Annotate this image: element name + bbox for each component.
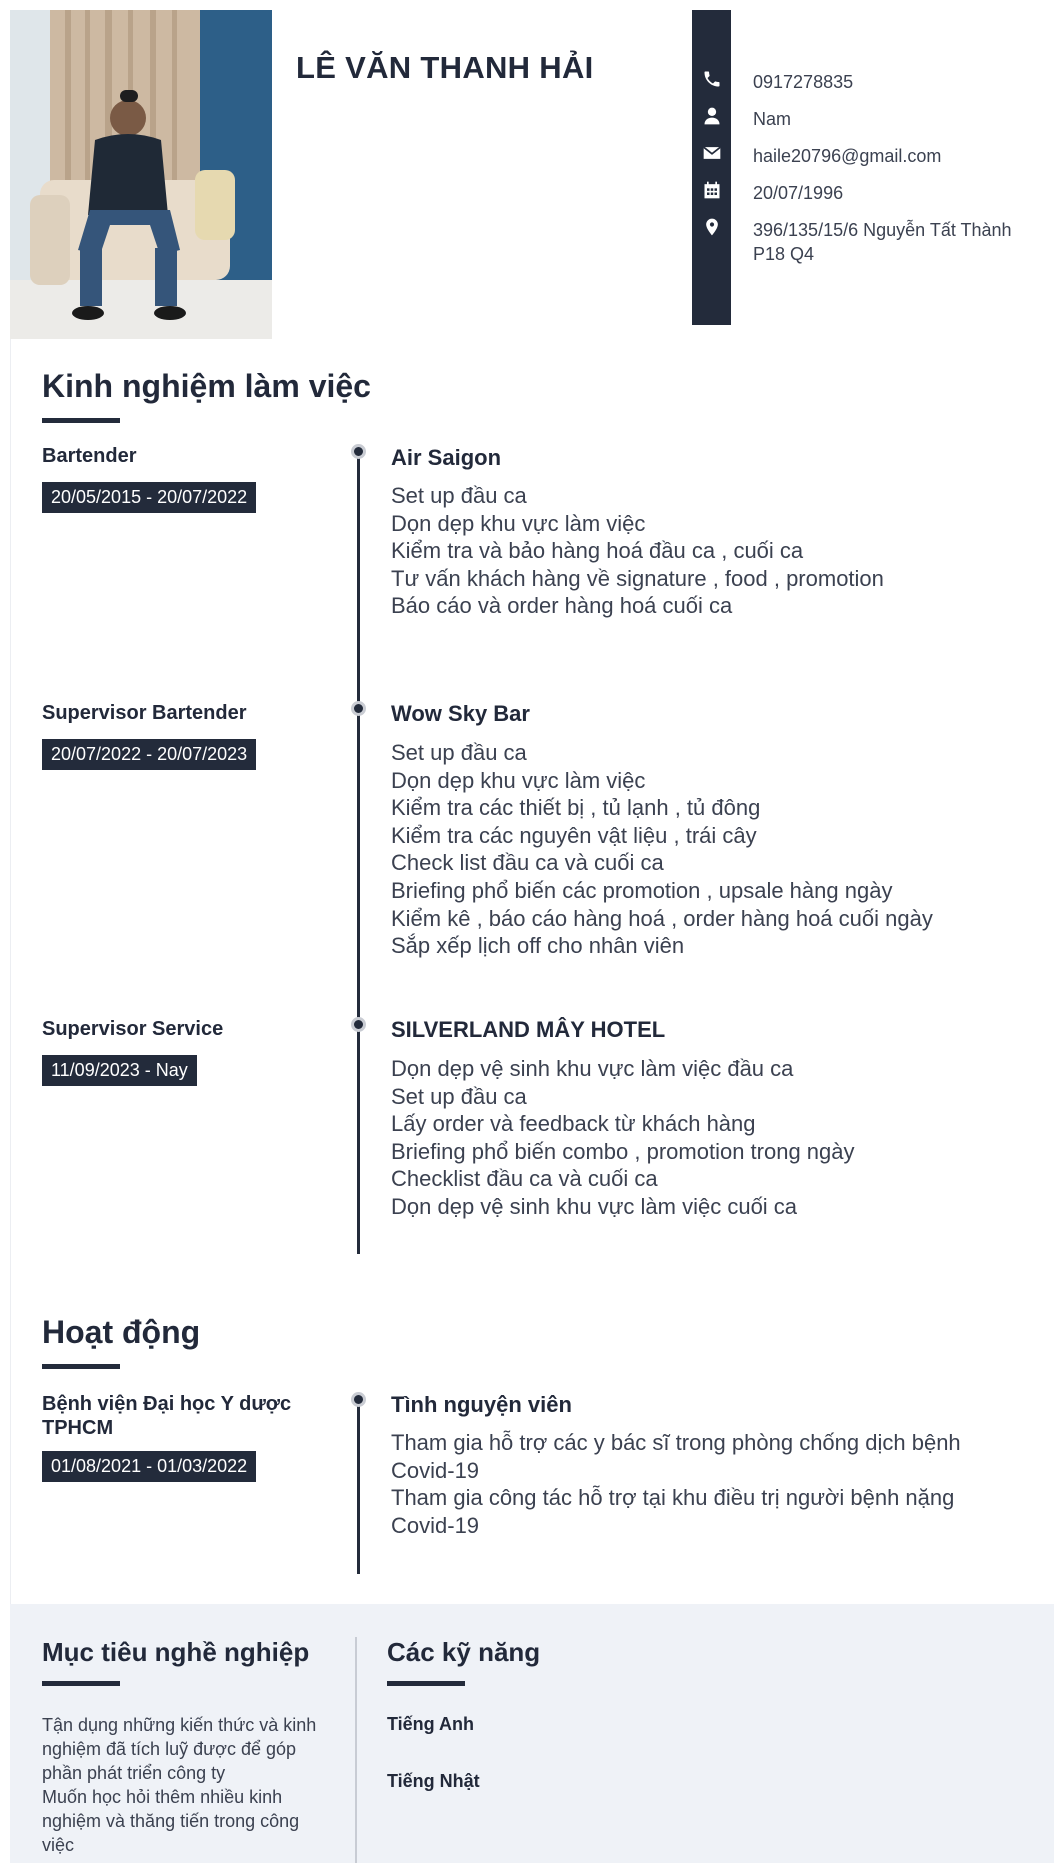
activity-role: Tình nguyện viên <box>391 1392 572 1417</box>
duty-item: Kiểm tra các nguyên vật liệu , trái cây <box>391 822 757 848</box>
company-name: SILVERLAND MÂY HOTEL <box>391 1017 666 1042</box>
timeline-dot <box>351 1017 366 1032</box>
skill-item: Tiếng Nhật <box>387 1771 480 1791</box>
activity-details <box>391 1429 991 1539</box>
activities-timeline <box>357 1400 360 1574</box>
section-underline <box>42 1681 120 1686</box>
company-name: Air Saigon <box>391 445 502 470</box>
section-underline <box>42 1364 120 1369</box>
duty-item: Dọn dẹp khu vực làm việc <box>391 767 646 793</box>
map-marker-icon <box>701 216 723 238</box>
contact-phone: 0917278835 <box>753 72 854 92</box>
envelope-icon <box>701 142 723 164</box>
calendar-icon <box>701 179 723 201</box>
profile-photo <box>10 10 272 339</box>
duty-item: Dọn dẹp vệ sinh khu vực làm việc cuối ca <box>391 1193 798 1219</box>
experience-timeline <box>357 450 360 1254</box>
experience-section-title: Kinh nghiệm làm việc <box>42 368 371 404</box>
skills-title: Các kỹ năng <box>387 1637 541 1667</box>
job-position: Bartender <box>42 445 137 467</box>
duty-item: Kiểm tra và bảo hàng hoá đầu ca , cuối ca <box>391 538 804 564</box>
contact-birthday: 20/07/1996 <box>753 183 844 203</box>
job-duties <box>391 1055 1011 1221</box>
duty-item: Dọn dẹp vệ sinh khu vực làm việc đầu ca <box>391 1056 794 1081</box>
job-dates: 20/07/2022 - 20/07/2023 <box>42 739 256 770</box>
skill-item: Tiếng Anh <box>387 1714 474 1734</box>
duty-item: Kiểm kê , báo cáo hàng hoá , order hàng hoá cuối ngày <box>391 905 933 931</box>
timeline-dot <box>351 1392 366 1407</box>
user-icon <box>701 105 723 127</box>
duty-item: Kiểm tra các thiết bị , tủ lạnh , tủ đông <box>391 795 761 821</box>
timeline-dot <box>351 444 366 459</box>
contact-email: haile20796@gmail.com <box>753 146 942 166</box>
contact-address: 396/135/15/6 Nguyễn Tất Thành P18 Q4 <box>753 220 1012 264</box>
timeline-dot <box>351 701 366 716</box>
duty-item: Briefing phổ biến combo , promotion trong ngày <box>391 1138 855 1164</box>
job-dates: 11/09/2023 - Nay <box>42 1055 197 1086</box>
job-position: Supervisor Service <box>42 1018 224 1040</box>
job-duties <box>391 482 1011 620</box>
duty-item: Set up đầu ca <box>391 483 527 508</box>
phone-icon <box>701 68 723 90</box>
candidate-name: LÊ VĂN THANH HẢI <box>296 50 594 85</box>
duty-item: Tư vấn khách hàng về signature , food , promotion <box>391 565 884 591</box>
objective-text <box>42 1713 332 1857</box>
activity-organization: Bệnh viện Đại học Y dược TPHCM <box>42 1393 292 1439</box>
objective-title: Mục tiêu nghề nghiệp <box>42 1637 310 1667</box>
objective-line: Tận dụng những kiến thức và kinh nghiệm đã tích luỹ được để góp phần phát triển công ty <box>42 1715 317 1783</box>
activity-detail-item: Tham gia hỗ trợ các y bác sĩ trong phòng chống dịch bệnh Covid-19 <box>391 1430 961 1483</box>
job-position: Supervisor Bartender <box>42 702 247 724</box>
activity-detail-item: Tham gia công tác hỗ trợ tại khu điều trị người bệnh nặng Covid-19 <box>391 1485 955 1538</box>
activities-section-title: Hoạt động <box>42 1314 201 1350</box>
activity-dates: 01/08/2021 - 01/03/2022 <box>42 1451 256 1482</box>
objective-line: Muốn học hỏi thêm nhiều kinh nghiệm và thăng tiến trong công việc <box>42 1787 300 1855</box>
section-underline <box>387 1681 465 1686</box>
contact-sidebar <box>692 10 731 325</box>
column-divider <box>355 1637 357 1863</box>
duty-item: Briefing phổ biến các promotion , upsale hàng ngày <box>391 877 893 903</box>
duty-item: Sắp xếp lịch off cho nhân viên <box>391 933 685 959</box>
job-duties <box>391 739 1011 960</box>
job-dates: 20/05/2015 - 20/07/2022 <box>42 482 256 513</box>
duty-item: Set up đầu ca <box>391 1083 527 1109</box>
duty-item: Báo cáo và order hàng hoá cuối ca <box>391 593 733 619</box>
duty-item: Set up đầu ca <box>391 740 527 765</box>
duty-item: Checklist đầu ca và cuối ca <box>391 1166 658 1192</box>
company-name: Wow Sky Bar <box>391 701 530 726</box>
duty-item: Dọn dẹp khu vực làm việc <box>391 510 646 536</box>
section-underline <box>42 418 120 423</box>
contact-gender: Nam <box>753 109 792 129</box>
duty-item: Lấy order và feedback từ khách hàng <box>391 1111 756 1137</box>
duty-item: Check list đầu ca và cuối ca <box>391 850 664 876</box>
